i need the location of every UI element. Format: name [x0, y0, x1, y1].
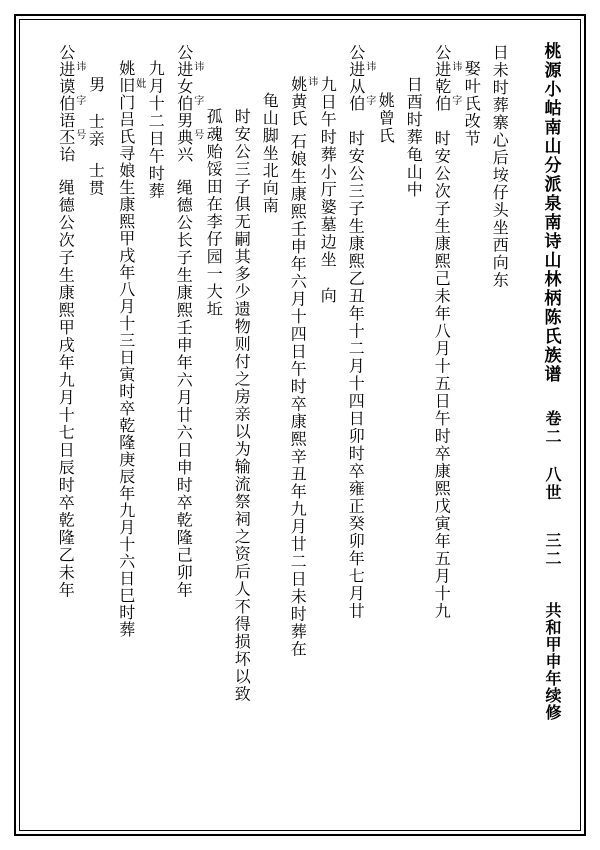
annotation-zi: 字: [73, 95, 85, 105]
text-column: [404, 30, 432, 820]
text-line: 龟山脚坐北向南: [260, 92, 278, 215]
biography-line: 时安公次子生康熙己未年八月十五日午时卒康熙戊寅年五月十九: [432, 130, 450, 620]
text-column: [146, 30, 174, 820]
text-line: 时安公三子俱无嗣其多少遗物则付之房亲以为输流祭祠之资后人不得损坏以致: [232, 108, 250, 703]
biography-line: 姚旧门吕氏寻娘生康熙甲戌年八月十三日寅时卒乾隆庚辰年九月十六日巳时葬: [116, 60, 134, 638]
child-name: 士亲: [86, 113, 104, 148]
honorific-gong: 公: [174, 44, 192, 61]
biography-line: 石娘生康熙壬申年六月十四日午时卒康熙辛丑年九月廿二日未时葬在: [288, 133, 306, 658]
biography-line: 绳德公长子生康熙壬申年六月廿六日申时卒乾隆己卯年: [174, 179, 192, 599]
biography-line: 时安公三子生康熙乙丑年十二月十四日卯时卒雍正癸卯年七月廿: [346, 130, 364, 620]
text-line: 孤魂贻馁田在李仔园一大坵: [204, 108, 222, 318]
text-column: [462, 30, 490, 820]
text-column: [260, 30, 288, 820]
text-line: 九日午时葬小厅婆墓边坐 向: [318, 76, 336, 305]
annotation-hao: 号: [191, 129, 203, 139]
text-line: 九月十二日午时葬: [146, 60, 164, 200]
courtesy-name: 伯: [346, 95, 364, 112]
honorific-gong: 公: [56, 44, 74, 61]
annotation-hao: 号: [73, 129, 85, 139]
edition-footer: 共和甲申年续修: [543, 602, 560, 721]
annotation-hui: 讳: [305, 76, 317, 86]
person-entry: [346, 30, 376, 820]
style-name: 丕诒: [56, 129, 74, 163]
annotation-zi: 字: [363, 95, 375, 105]
generation-label: 八世: [543, 466, 560, 502]
courtesy-name: 伯男: [174, 95, 192, 129]
child-name: 士贯: [86, 162, 104, 197]
text-line: 日未时葬寨心后垵仔头坐西向东: [490, 44, 508, 289]
annotation-hui: 讳: [191, 61, 203, 71]
biography-line: 绳德公次子生康熙甲戌年九月十七日辰时卒乾隆乙未年: [56, 179, 74, 599]
text-line: 姚曾氏: [376, 92, 394, 145]
children-label: 男: [86, 76, 104, 93]
honorific-gong: 公: [346, 44, 364, 61]
volume-label: 卷二: [543, 410, 560, 446]
spouse-entry: [376, 30, 404, 820]
annotation-zi: 字: [191, 95, 203, 105]
annotation-zi: 字: [449, 95, 461, 105]
page-number: 三二: [543, 532, 560, 568]
text-column: [232, 30, 260, 820]
page-header: [528, 28, 574, 822]
given-name: 进女: [174, 61, 192, 95]
courtesy-name: 伯语: [56, 95, 74, 129]
given-name: 进谟: [56, 61, 74, 95]
text-line: 娶叶氏改节: [462, 60, 480, 148]
text-line: 日酉时葬龟山中: [404, 76, 422, 199]
annotation-hui: 讳: [73, 61, 85, 71]
page-title: 桃源小岵南山分派泉南诗山林柄陈氏族谱: [541, 42, 561, 384]
courtesy-name: 伯: [432, 95, 450, 112]
text-column: [318, 30, 346, 820]
annotation-hui: 讳: [363, 61, 375, 71]
honorific-gong: 公: [432, 44, 450, 61]
annotation-bi: 妣: [133, 78, 145, 88]
person-entry: [56, 30, 86, 820]
person-entry: [174, 30, 204, 820]
children-entry: [86, 30, 116, 820]
spouse-name: 姚黄氏: [288, 76, 306, 127]
person-entry: [432, 30, 462, 820]
text-body: [30, 30, 518, 820]
spouse-entry: [288, 30, 318, 820]
spouse-entry: [116, 30, 146, 820]
given-name: 进从: [346, 61, 364, 95]
style-name: 典兴: [174, 129, 192, 163]
annotation-hui: 讳: [449, 61, 461, 71]
given-name: 进乾: [432, 61, 450, 95]
text-column: [204, 30, 232, 820]
text-column: [490, 30, 518, 820]
